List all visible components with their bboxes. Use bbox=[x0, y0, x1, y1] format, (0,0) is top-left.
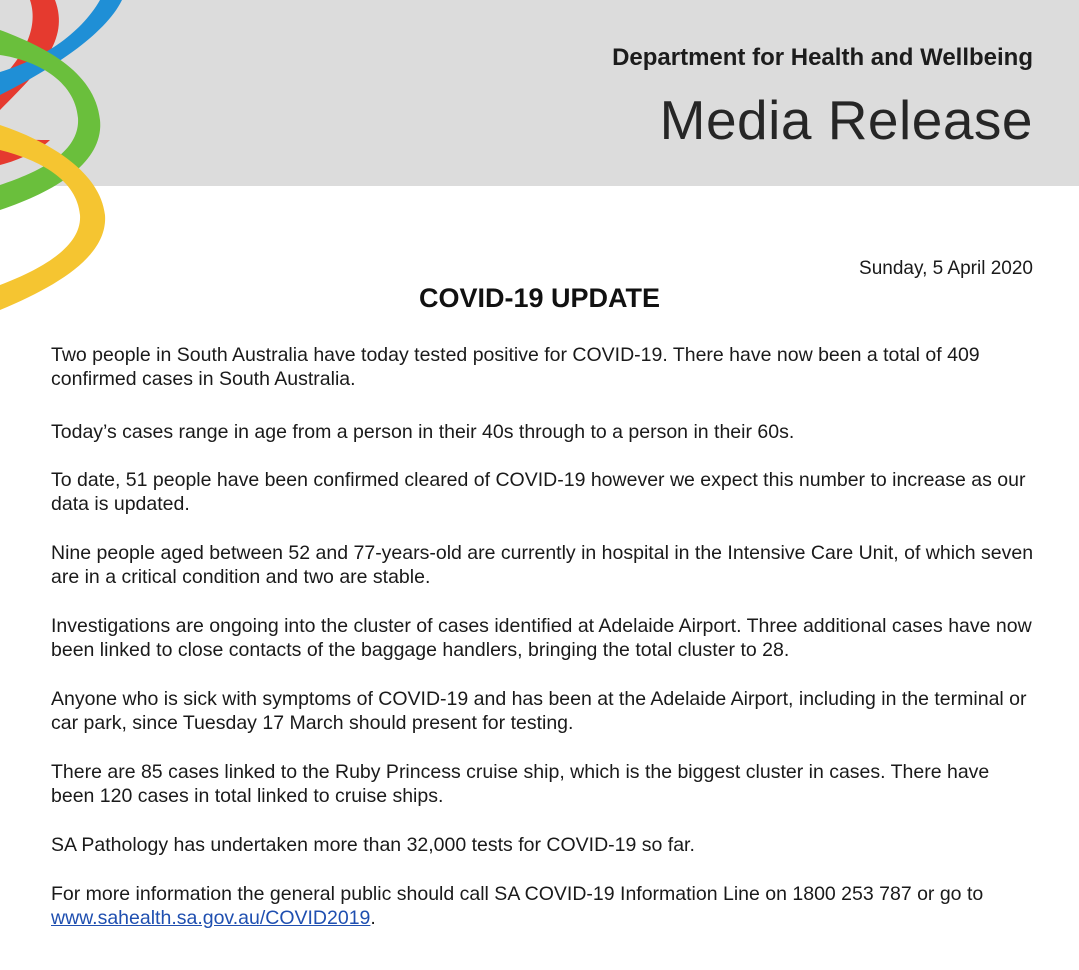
more-information-suffix: . bbox=[370, 907, 376, 929]
sa-health-ribbon-logo bbox=[0, 0, 140, 320]
paragraph-pathology-tests: SA Pathology has undertaken more than 32,000 tests for COVID-19 so far. bbox=[51, 834, 695, 856]
document-title bbox=[0, 283, 1079, 314]
paragraph-icu: Nine people aged between 52 and 77-years-old are currently in hospital in the Intensive Care Unit, of which seven are in a critical condition and two are stable. bbox=[51, 542, 1034, 588]
release-date: Sunday, 5 April 2020 bbox=[859, 258, 1033, 279]
paragraph-confirmed-cases: Two people in South Australia have today tested positive for COVID-19. There have now been a total of 409 confirmed cases in South Australia. bbox=[51, 344, 980, 390]
sahealth-covid-link[interactable]: www.sahealth.sa.gov.au/COVID2019 bbox=[51, 907, 371, 929]
department-name: Department for Health and Wellbeing bbox=[612, 44, 1033, 71]
media-release-heading: Media Release bbox=[659, 89, 1033, 151]
paragraph-age-range: Today’s cases range in age from a person in their 40s through to a person in their 60s. bbox=[51, 421, 795, 443]
paragraph-more-information bbox=[51, 882, 1036, 930]
paragraph-testing-advice: Anyone who is sick with symptoms of COVID-19 and has been at the Adelaide Airport, including in the terminal or car park, since Tuesday 17 March should present for testing. bbox=[51, 688, 1027, 734]
more-information-text: For more information the general public should call SA COVID-19 Information Line on 1800 253 787 or go to bbox=[51, 883, 984, 905]
paragraph-cleared: To date, 51 people have been confirmed cleared of COVID-19 however we expect this number to increase as our data is updated. bbox=[51, 469, 1026, 515]
document-title-text: COVID-19 UPDATE bbox=[418, 283, 661, 313]
paragraph-cruise-ships: There are 85 cases linked to the Ruby Princess cruise ship, which is the biggest cluster in cases. There have been 120 cases in total linked to cruise ships. bbox=[51, 761, 990, 807]
paragraph-airport-cluster: Investigations are ongoing into the cluster of cases identified at Adelaide Airport. Three additional cases have now been linked to close contacts of the baggage handlers, bringing the total cluster to 28. bbox=[51, 615, 1032, 661]
